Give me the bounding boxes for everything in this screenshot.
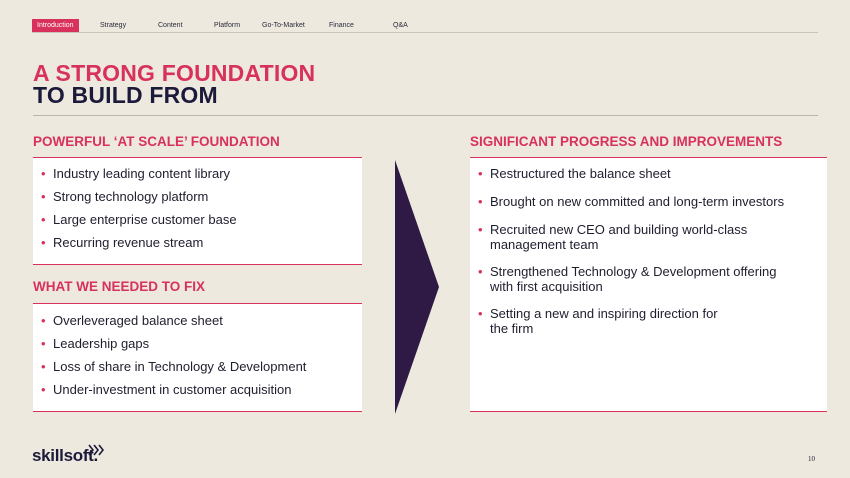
list-item: • Leadership gaps	[41, 336, 150, 351]
list-item: • Brought on new committed and long-term investors	[478, 194, 785, 209]
bullet-icon: •	[41, 359, 46, 374]
nav-tab-finance[interactable]: Finance	[329, 22, 354, 29]
page-title-line2: TO BUILD FROM	[33, 82, 218, 108]
bullet-icon: •	[41, 189, 46, 204]
bullet-icon: •	[478, 194, 483, 209]
bullet-icon: •	[41, 336, 46, 351]
list-item: • Overleveraged balance sheet	[41, 313, 223, 328]
nav-tab-introduction[interactable]: Introduction	[32, 19, 79, 32]
logo-chevrons-icon	[88, 444, 104, 456]
list-item: • Large enterprise customer base	[41, 212, 237, 227]
page-number: 10	[808, 455, 815, 463]
nav-tab-content[interactable]: Content	[158, 22, 183, 29]
bullet-icon: •	[478, 166, 483, 181]
list-item: • Industry leading content library	[41, 166, 231, 181]
foundation-heading: POWERFUL ‘AT SCALE’ FOUNDATION	[33, 134, 280, 149]
list-item: • Recurring revenue stream	[41, 235, 204, 250]
bullet-icon: •	[41, 166, 46, 181]
logo-text: skillsoft.	[32, 446, 98, 465]
section-nav	[32, 19, 818, 33]
list-item: • Strong technology platform	[41, 189, 209, 204]
bullet-icon: •	[478, 306, 483, 321]
bullet-icon: •	[41, 212, 46, 227]
fix-panel	[33, 303, 362, 412]
list-item: • Restructured the balance sheet	[478, 166, 671, 181]
nav-tab-platform[interactable]: Platform	[214, 22, 241, 29]
page-title-line1: A STRONG FOUNDATION	[33, 60, 316, 86]
bullet-icon: •	[41, 313, 46, 328]
bullet-icon: •	[478, 222, 483, 237]
nav-tab-qa[interactable]: Q&A	[393, 22, 408, 29]
title-divider	[33, 115, 818, 116]
nav-tab-go-to-market[interactable]: Go-To-Market	[262, 22, 305, 29]
list-item: • Setting a new and inspiring direction for the firm	[478, 306, 718, 336]
bullet-icon: •	[41, 235, 46, 250]
progress-heading: SIGNIFICANT PROGRESS AND IMPROVEMENTS	[470, 134, 783, 149]
nav-tab-strategy[interactable]: Strategy	[100, 22, 127, 29]
foundation-panel	[33, 157, 362, 265]
list-item: • Under-investment in customer acquisition	[41, 382, 292, 397]
list-item: • Recruited new CEO and building world-class management team	[478, 222, 748, 252]
bullet-icon: •	[41, 382, 46, 397]
bullet-icon: •	[478, 264, 483, 279]
list-item: • Loss of share in Technology & Development	[41, 359, 307, 374]
list-item: • Strengthened Technology & Development offering with first acquisition	[478, 264, 777, 294]
progress-panel	[470, 157, 827, 412]
chevron-arrow-icon	[395, 160, 441, 414]
fix-heading: WHAT WE NEEDED TO FIX	[33, 279, 205, 294]
